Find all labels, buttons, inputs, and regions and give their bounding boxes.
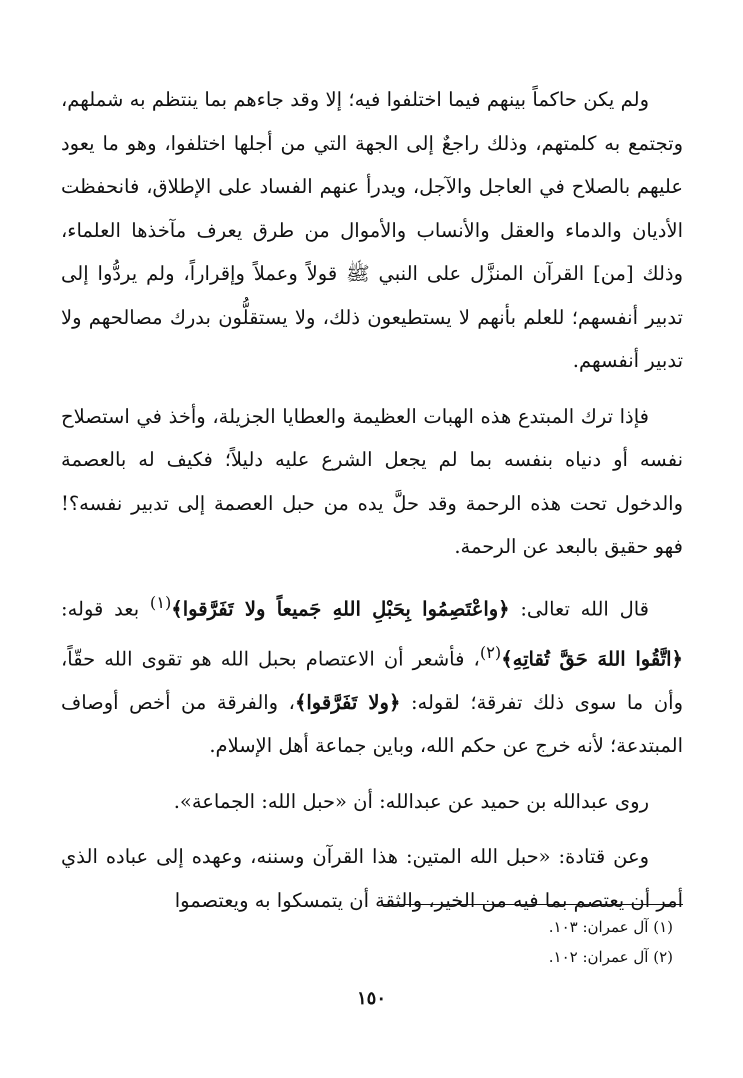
text-segment: ، والفرقة من أخص أوصاف المبتدعة؛ لأنه خرج عن حكم الله، وباين جماعة أهل الإسلام. xyxy=(61,690,683,757)
footnote-divider xyxy=(383,904,683,905)
paragraph-3 xyxy=(61,581,683,768)
text-segment: قال الله تعالى: xyxy=(509,597,649,620)
quran-verse-2: ﴿اتَّقُوا اللهَ حَقَّ تُقاتِهِ﴾ xyxy=(501,647,683,670)
paragraph-2: فإذا ترك المبتدع هذه الهبات العظيمة والعطايا الجزيلة، وأخذ في استصلاح نفسه أو دنياه بنفسه بما لم يجعل الشرع عليه دليلاً؛ فكيف له بالعصمة والدخول تحت هذه الرحمة وقد حلَّ يده من حبل العصمة إلى تدبير نفسه؟! فهو حقيق بالبعد عن الرحمة. xyxy=(61,404,683,558)
paragraph-4: روى عبدالله بن حميد عن عبدالله: أن «حبل الله: الجماعة». xyxy=(173,789,649,813)
paragraph-5: وعن قتادة: «حبل الله المتين: هذا القرآن وسننه، وعهده إلى عباده الذي أمر أن يعتصم بما فيه من الخير، والثقة أن يتمسكوا به ويعتصموا xyxy=(61,845,683,912)
quran-verse-3: ﴿ولا تَفَرَّقوا﴾ xyxy=(294,690,401,714)
text-segment: ، فأشعر أن الاعتصام بحبل الله هو تقوى الله حقّاً، وأن ما سوى ذلك تفرقة؛ لقوله: xyxy=(61,647,683,714)
footnote-ref-1: (١) xyxy=(149,592,172,612)
main-text xyxy=(61,78,683,922)
paragraph-1: ولم يكن حاكماً بينهم فيما اختلفوا فيه؛ إلا وقد جاءهم بما ينتظم به شملهم، وتجتمع به كلمتهم، وذلك راجعٌ إلى الجهة التي من أجلها اختلفوا، وهو ما يعود عليهم بالصلاح في العاجل والآجل، ويدرأ عنهم الفساد على الإطلاق، فانحفظت الأديان والدماء والعقل والأنساب والأموال من طرق يعرف مآخذها العلماء، وذلك [من] القرآن المنزَّل على النبي ﷺ قولاً وعملاً وإقراراً، ولم يردُّوا إلى تدبير أنفسهم؛ للعلم بأنهم لا يستطيعون ذلك، ولا يستقلُّون بدرك مصالحهم ولا تدبير أنفسهم. xyxy=(61,88,683,372)
text-segment: بعد قوله: xyxy=(61,597,150,620)
page-number: ١٥٠ xyxy=(356,988,386,1009)
footnote-1: (١) آل عمران: ١٠٣. xyxy=(548,918,673,936)
quran-verse-1: ﴿واعْتَصِمُوا بِحَبْلِ اللهِ جَميعاً ولا تَفَرَّقوا﴾ xyxy=(171,597,510,620)
footnotes xyxy=(373,912,673,972)
footnote-2: (٢) آل عمران: ١٠٢. xyxy=(548,948,673,966)
footnote-ref-2: (٢) xyxy=(479,642,502,662)
